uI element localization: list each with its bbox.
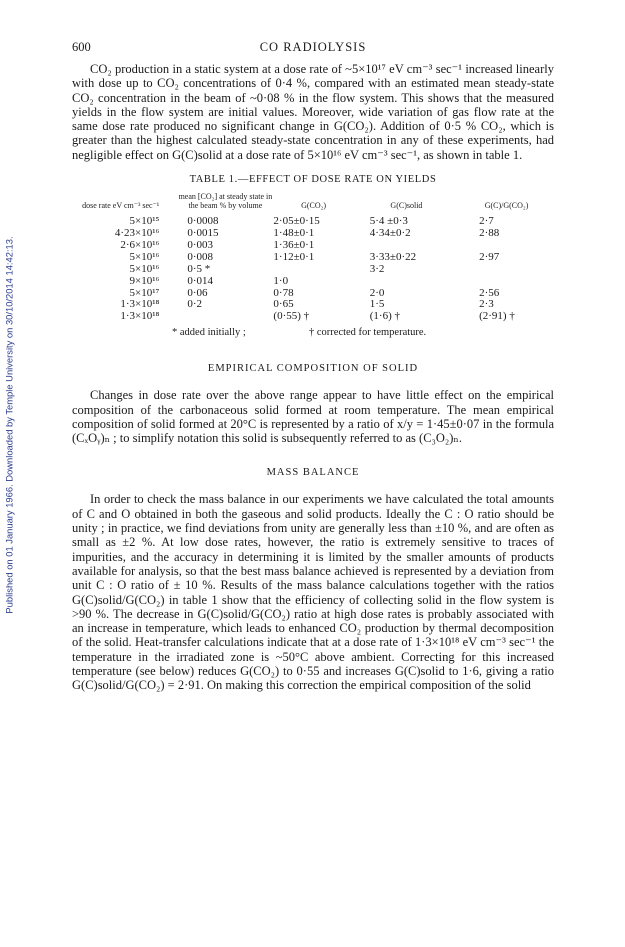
header-g-c-solid: G(C)solid [390, 200, 423, 210]
cell-dose-rate: 5×10¹⁶ [129, 262, 160, 275]
cell-g-co2: 0·65 [273, 298, 294, 311]
download-watermark [2, 210, 16, 640]
footnote-temperature-corrected: † corrected for temperature. [309, 327, 427, 339]
cell-g-c-solid [354, 240, 459, 252]
cell-g-co2: 1·0 [273, 274, 289, 287]
table-row [72, 264, 554, 276]
header-ratio: G(C)/G(CO₂) [484, 200, 529, 210]
cell-ratio: 2·97 [479, 250, 500, 263]
cell-ratio: (2·91) † [479, 310, 515, 323]
cell-g-co2: 2·05±0·15 [273, 215, 320, 228]
cell-co2-concentration: 0·0008 [187, 215, 219, 228]
cell-co2-concentration: 0·014 [187, 274, 214, 287]
cell-g-c-solid: 5·4 ±0·3 [369, 215, 408, 228]
cell-dose-rate: 1·3×10¹⁸ [120, 298, 160, 311]
cell-g-c-solid: 2·0 [369, 286, 385, 299]
cell-g-c-solid: 3·33±0·22 [369, 250, 417, 263]
running-title: CO RADIOLYSIS [259, 40, 367, 54]
cell-g-co2: 1·36±0·1 [273, 238, 315, 251]
cell-dose-rate: 1·3×10¹⁸ [120, 310, 160, 323]
cell-co2-concentration: 0·0015 [187, 226, 219, 239]
cell-ratio: 2·3 [479, 298, 494, 311]
header-g-co2: G(CO₂) [301, 200, 327, 210]
header-dose-rate: dose rate eV cm⁻³ sec⁻¹ [82, 200, 160, 210]
footnote-added-initially: * added initially ; [172, 327, 246, 339]
cell-co2-concentration: 0·003 [187, 238, 214, 251]
cell-g-co2: 0·78 [273, 286, 294, 299]
cell-g-c-solid [354, 276, 459, 288]
cell-g-co2: 1·12±0·1 [273, 250, 315, 263]
table-footnotes [72, 327, 554, 341]
yield-table [72, 193, 554, 323]
table-row [72, 276, 554, 288]
cell-dose-rate: 2·6×10¹⁶ [120, 238, 160, 251]
cell-ratio: 2·7 [479, 215, 494, 228]
cell-g-c-solid: (1·6) † [369, 310, 400, 323]
cell-g-c-solid: 1·5 [369, 298, 385, 311]
cell-dose-rate: 4·23×10¹⁶ [114, 226, 160, 239]
section-heading-empirical: EMPIRICAL COMPOSITION OF SOLID [207, 363, 419, 375]
cell-g-co2 [273, 264, 353, 276]
table-row [72, 240, 554, 252]
running-head [72, 40, 554, 62]
cell-g-c-solid: 4·34±0·2 [369, 226, 411, 239]
cell-dose-rate: 5×10¹⁷ [129, 286, 160, 299]
table-title: TABLE 1.—EFFECT OF DOSE RATE ON YIELDS [189, 174, 437, 186]
cell-ratio [459, 276, 554, 288]
cell-ratio [459, 264, 554, 276]
empirical-paragraph: Changes in dose rate over the above range appear to have little effect on the empirical composition of the carbonaceous solid formed at room temperature. The mean empirical composition of solid formed at 20°C is represented by a ratio of x/y = 1·45±0·07 in the formula (CₓOᵧ)ₙ ; to simplify notation this solid is subsequently referred to as (C₃O₂)ₙ. [72, 388, 554, 446]
cell-co2-concentration: 0·2 [187, 298, 203, 311]
cell-co2-concentration: 0·06 [187, 286, 208, 299]
intro-paragraph: CO₂ production in a static system at a dose rate of ~5×10¹⁷ eV cm⁻³ sec⁻¹ increased linearly with dose up to CO₂ concentrations of 0·4 %, compared with an estimated mean steady-state CO₂ concentration in the beam of ~0·08 % in the flow system. This shows that the measured yields in the flow system are initial values. Moreover, wide variation of gas flow rate at the same dose rate produced no significant change in G(CO₂). Addition of 0·5 % CO₂, which is greater than the highest calculated steady-state concentration in any of these experiments, had negligible effect on G(C)solid at a dose rate of 5×10¹⁶ eV cm⁻³ sec⁻¹, as shown in table 1. [72, 62, 554, 162]
cell-g-co2: 1·48±0·1 [273, 226, 315, 239]
journal-page [72, 40, 554, 693]
cell-ratio [459, 240, 554, 252]
cell-g-co2: (0·55) † [273, 310, 310, 323]
page-number: 600 [72, 40, 91, 54]
cell-dose-rate: 5×10¹⁶ [129, 250, 160, 263]
table-header-row [72, 193, 554, 216]
cell-dose-rate: 9×10¹⁶ [129, 274, 160, 287]
table-row [72, 252, 554, 264]
cell-co2-concentration: 0·5 * [187, 262, 211, 275]
cell-ratio: 2·56 [479, 286, 500, 299]
mass-balance-paragraph: In order to check the mass balance in our experiments we have calculated the total amounts of C and O obtained in both the gaseous and solid products. Ideally the C : O ratio should be unity ; in practice, we find deviations from unity are generally less than ±10 %, and are often as small as ±2 %. At low dose rates, however, the ratio is extremely sensitive to traces of impurities, and the accuracy in determining it is limited by the smaller amounts of products available for analysis, so that the best mass balance achieved is represented by a deviation from unit C : O ratio of ± 10 %. Results of the mass balance calculations together with the ratios G(C)solid/G(CO₂) in table 1 show that the efficiency of collecting solid in the flow system is >90 %. The decrease in G(C)solid/G(CO₂) ratio at high dose rates is probably associated with an increase in temperature, which leads to enhanced CO₂ production by thermal decomposition of the solid. Heat-transfer calculations indicate that at a dose rate of 1·3×10¹⁸ eV cm⁻³ sec⁻¹ the temperature in the irradiated zone is ~50°C above ambient. Correcting for this increased temperature (see below) reduces G(CO₂) to 0·55 and increases G(C)solid to 1·6, giving a ratio G(C)solid/G(CO₂) = 2·91. On making this correction the empirical composition of the solid [72, 492, 554, 693]
cell-ratio: 2·88 [479, 226, 500, 239]
table-row [72, 311, 554, 323]
cell-co2-concentration [177, 311, 273, 323]
cell-g-c-solid: 3·2 [369, 262, 385, 275]
watermark-text: Published on 01 January 1966. Downloaded by Temple University on 30/10/2014 14:42:13. [3, 236, 15, 614]
section-heading-mass-balance: MASS BALANCE [266, 467, 360, 479]
header-co2-concentration: mean [CO₂] at steady state in the beam % by volume [178, 192, 273, 210]
cell-co2-concentration: 0·008 [187, 250, 214, 263]
cell-dose-rate: 5×10¹⁵ [129, 215, 160, 228]
